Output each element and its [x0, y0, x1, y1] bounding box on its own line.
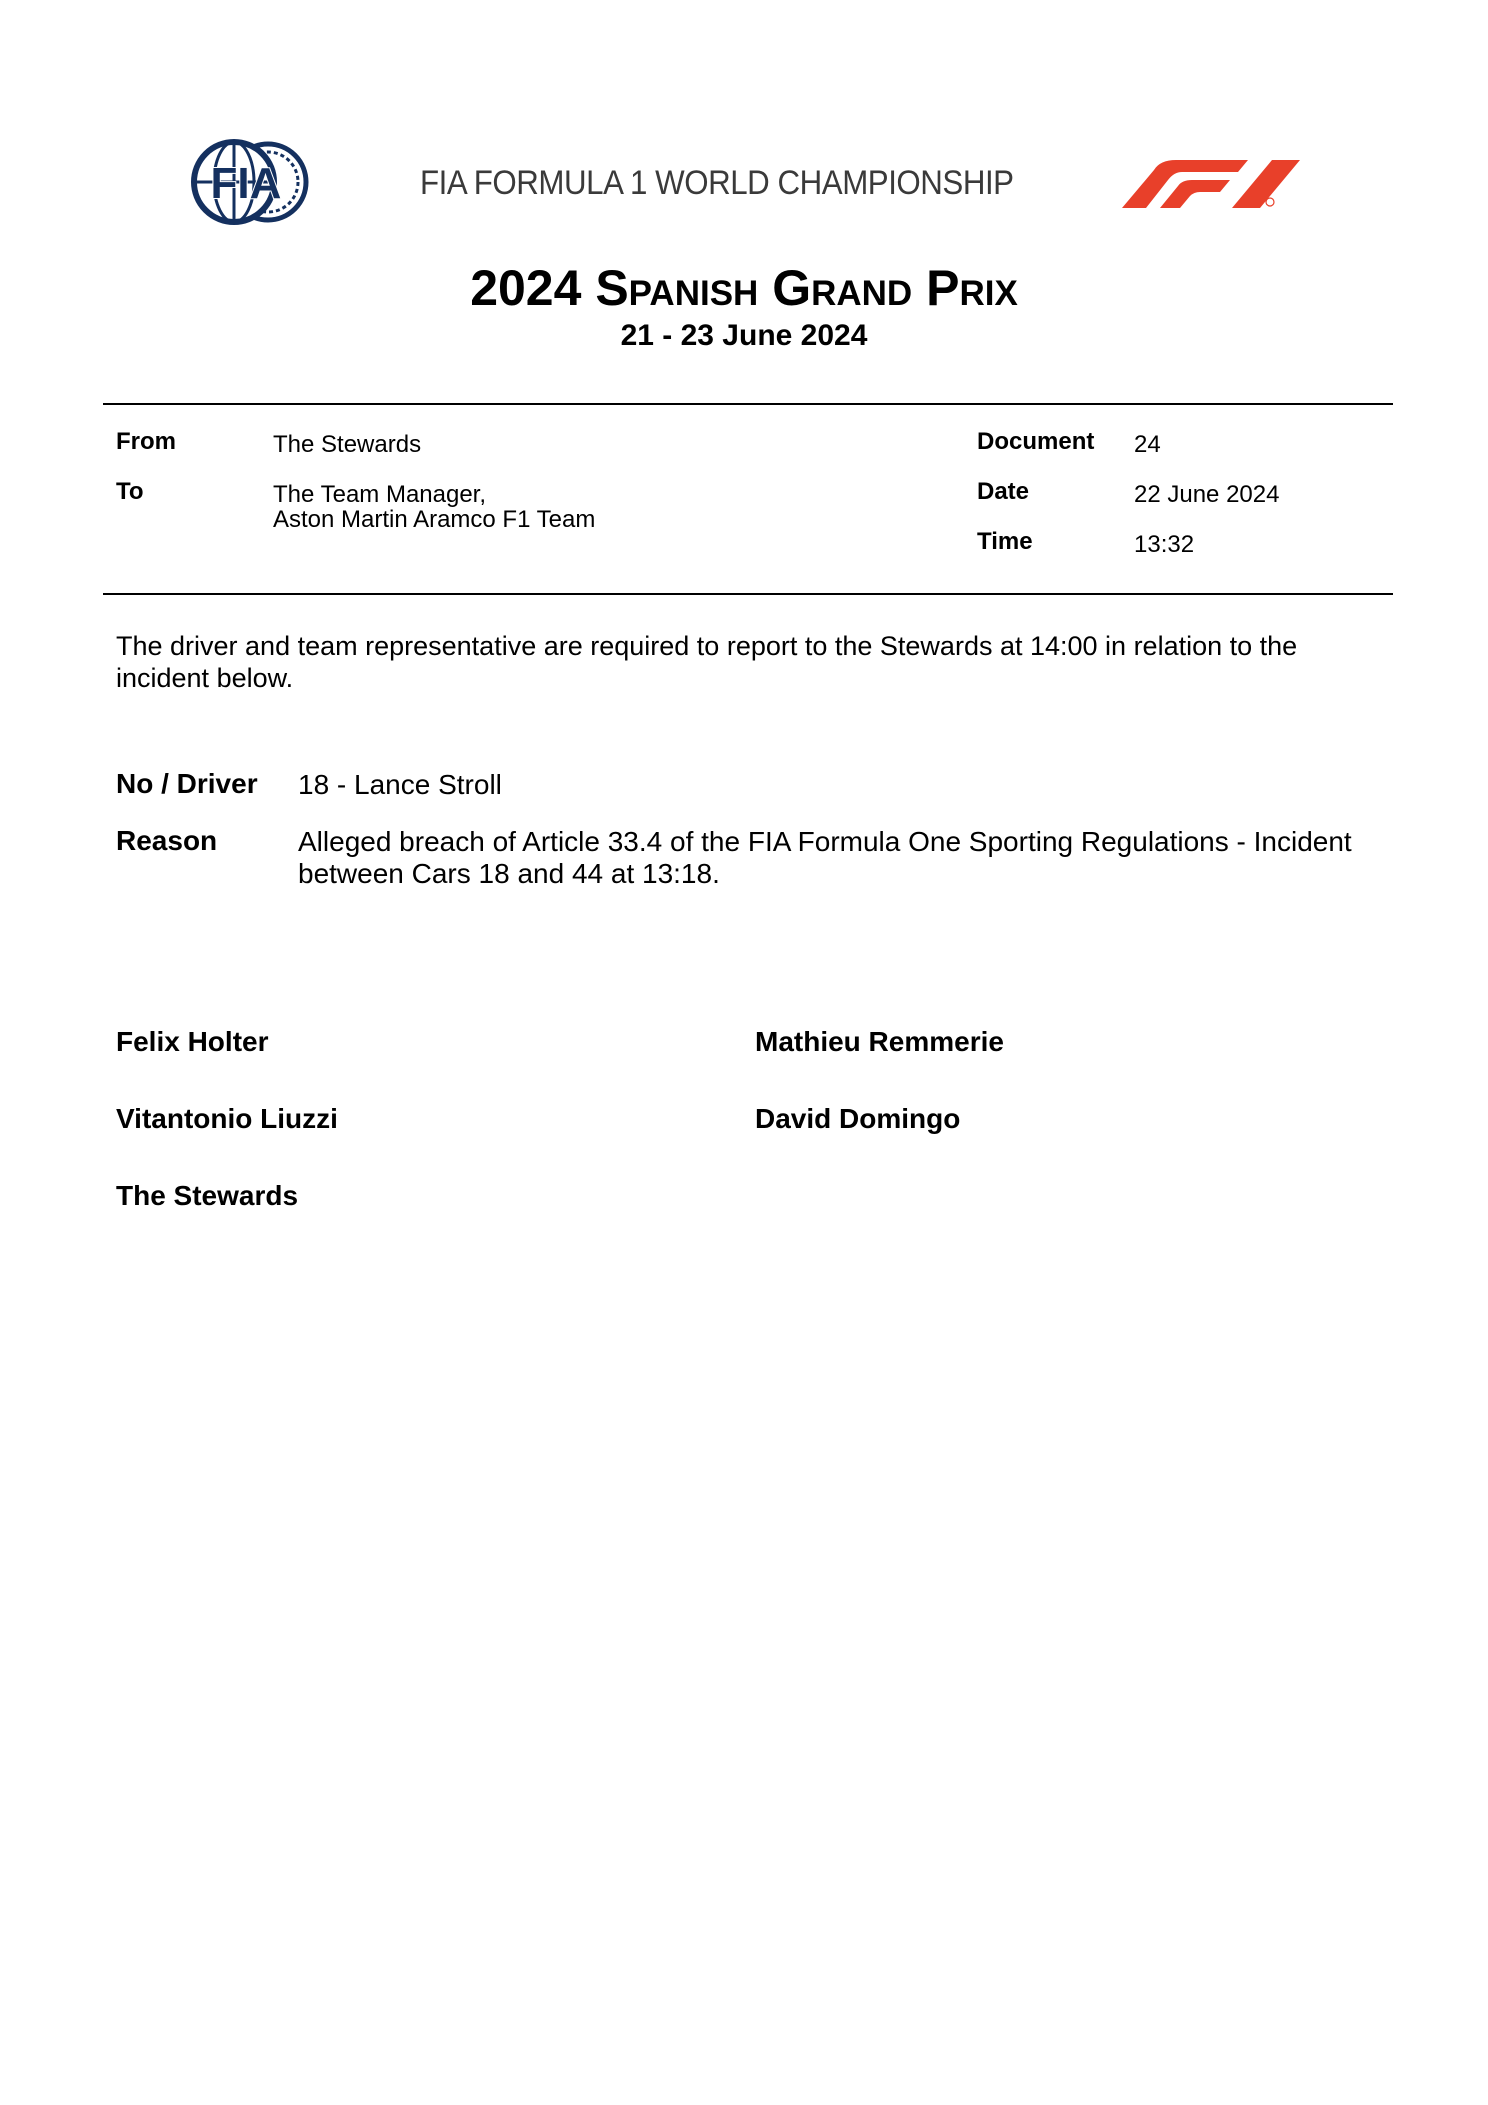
- event-year: 2024: [470, 260, 582, 316]
- time-value: 13:32: [1134, 531, 1195, 558]
- date-label: Date: [977, 478, 1030, 505]
- steward-name: Mathieu Remmerie: [755, 1026, 1004, 1057]
- fia-logo-text: FIA: [210, 159, 282, 208]
- document-value: 24: [1134, 431, 1161, 458]
- reason-value: Alleged breach of Article 33.4 of the FIA Formula One Sporting Regulations - Incident between Cars 18 and 44 at 13:18.: [298, 826, 1352, 889]
- document-label: Document: [977, 428, 1095, 455]
- fia-logo: [190, 138, 316, 226]
- time-label: Time: [977, 528, 1033, 555]
- to-label: To: [116, 478, 144, 505]
- driver-label: No / Driver: [116, 768, 258, 799]
- event-name: Spanish Grand Prix: [595, 260, 1018, 316]
- to-value-line2: Aston Martin Aramco F1 Team: [273, 506, 596, 533]
- f1-logo: [1120, 158, 1302, 208]
- steward-name: David Domingo: [755, 1103, 961, 1134]
- meta-divider: [103, 593, 1393, 595]
- driver-value: 18 - Lance Stroll: [298, 769, 502, 800]
- summons-text: The driver and team representative are required to report to the Stewards at 14:00 in relation to the incident below.: [116, 631, 1298, 693]
- steward-name: Vitantonio Liuzzi: [116, 1103, 338, 1134]
- stewards-signature-label: The Stewards: [116, 1180, 299, 1211]
- from-label: From: [116, 428, 176, 455]
- reason-label: Reason: [116, 825, 218, 856]
- from-value: The Stewards: [273, 431, 422, 458]
- to-value-line1: The Team Manager,: [273, 481, 487, 508]
- header-divider: [103, 403, 1393, 405]
- championship-title: FIA FORMULA 1 WORLD CHAMPIONSHIP: [420, 164, 1014, 202]
- date-value: 22 June 2024: [1134, 481, 1280, 508]
- event-dates: 21 - 23 June 2024: [620, 319, 868, 352]
- steward-name: Felix Holter: [116, 1026, 269, 1057]
- event-title: [0, 258, 1488, 318]
